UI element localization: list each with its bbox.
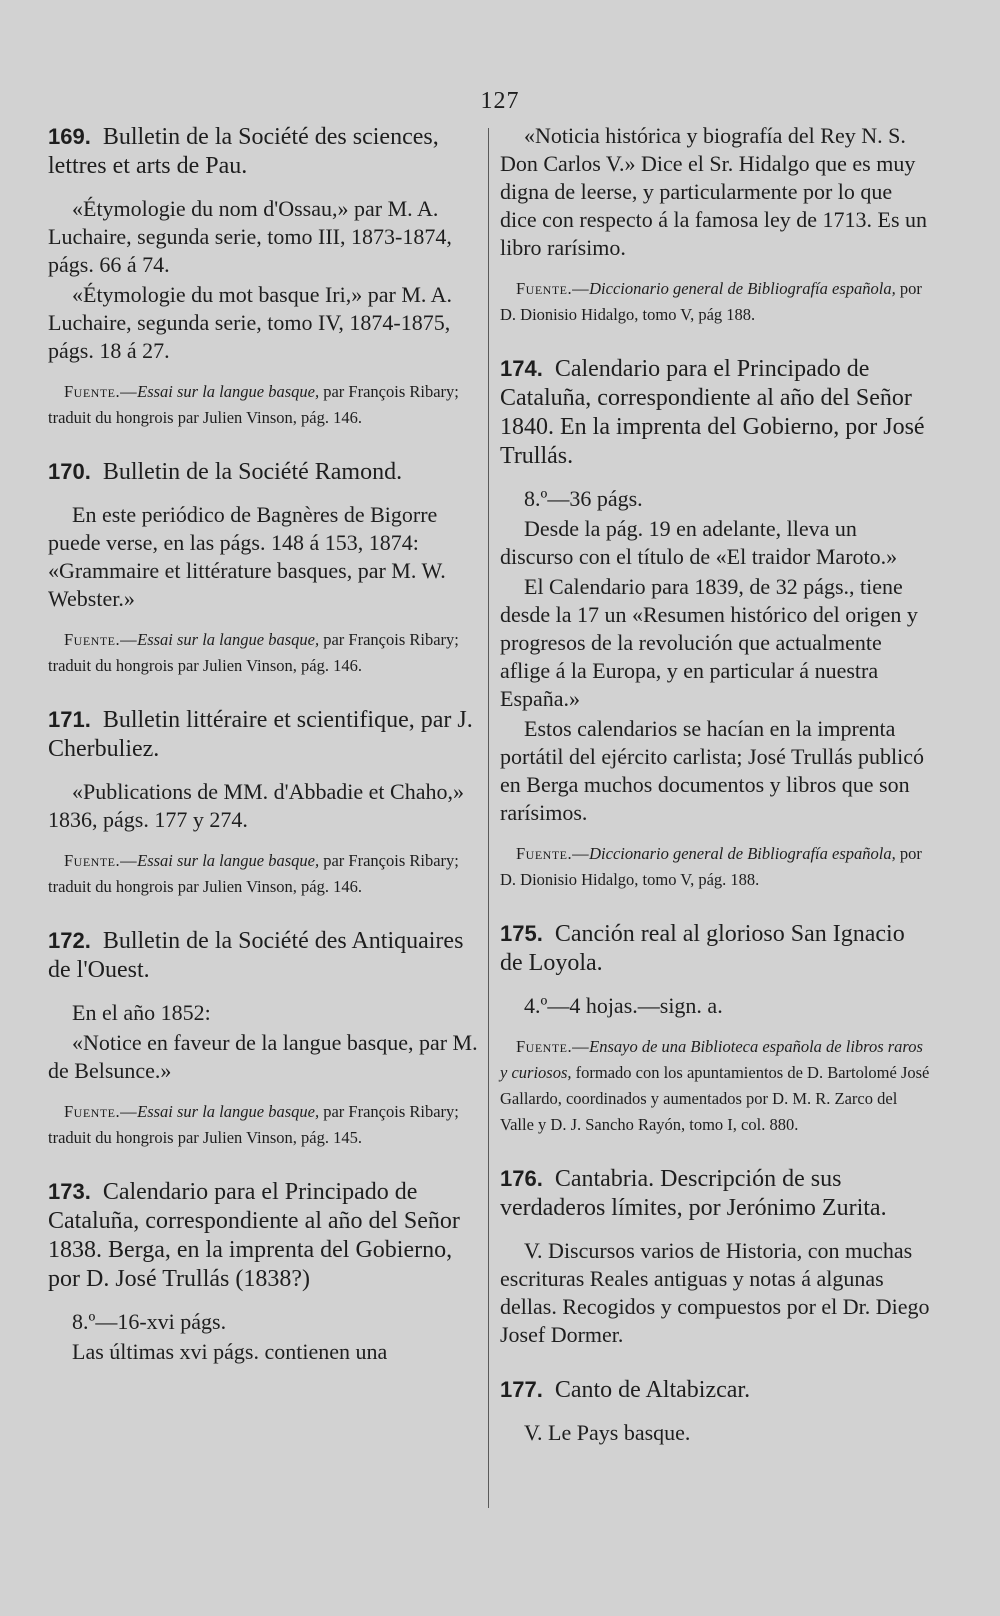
source-citation (500, 841, 932, 893)
source-label: Fuente.— (516, 279, 590, 298)
entry-heading (48, 1177, 478, 1294)
source-label: Fuente.— (64, 382, 138, 401)
entry-heading (500, 1375, 932, 1405)
entry-title: Cantabria. Descripción de sus verdaderos límites, por Jerónimo Zurita. (500, 1166, 887, 1221)
source-title: Essai sur la langue basque, (137, 630, 320, 649)
source-details: par François Ribary; traduit du hongrois par Julien Vinson, pág. 146. (48, 630, 459, 675)
entry-paragraph: El Calendario para 1839, de 32 págs., tiene desde la 17 un «Resumen histórico del origen y progresos de la revolución que actualmente aflige á la Europa, y en particular á nuestra España.» (500, 574, 918, 711)
catalog-entry (500, 919, 932, 1138)
entry-paragraph: «Noticia histórica y biografía del Rey N. S. Don Carlos V.» Dice el Sr. Hidalgo que es muy digna de leerse, y particularmente por lo que dice con respecto á la famosa ley de 1713. Es un libro rarísimo. (500, 123, 928, 260)
source-details: par François Ribary; traduit du hongrois par Julien Vinson, pág. 145. (48, 1102, 459, 1147)
source-label: Fuente.— (64, 851, 138, 870)
source-citation (48, 848, 478, 900)
source-details: formado con los apuntamientos de D. Bartolomé José Gallardo, coordinados y aumentados por D. M. R. Zarco del Valle y D. J. Sancho Rayón, tomo I, col. 880. (500, 1063, 930, 1134)
source-title: Essai sur la langue basque, (137, 851, 320, 870)
catalog-entry (500, 1164, 932, 1349)
source-citation (500, 276, 932, 328)
entry-paragraph: Desde la pág. 19 en adelante, lleva un discurso con el título de «El traidor Maroto.» (500, 516, 898, 569)
entry-paragraph: Las últimas xvi págs. contienen una (72, 1339, 388, 1364)
entry-paragraph: Estos calendarios se hacían en la imprenta portátil del ejército carlista; José Trullás publicó en Berga muchos documentos y libros que son rarísimos. (500, 716, 925, 825)
catalog-entry (48, 122, 478, 431)
entry-paragraph: «Notice en faveur de la langue basque, par M. de Belsunce.» (48, 1030, 478, 1083)
entry-title: Canción real al glorioso San Ignacio de Loyola. (500, 921, 905, 976)
entry-number: 177. (500, 1377, 543, 1402)
entry-heading (500, 1164, 932, 1223)
entry-number: 171. (48, 707, 91, 732)
entry-heading (48, 457, 478, 487)
column-divider (488, 128, 489, 1508)
entry-heading (48, 926, 478, 985)
entry-title: Canto de Altabizcar. (554, 1377, 751, 1403)
source-title: Essai sur la langue basque, (137, 382, 320, 401)
source-citation (48, 1099, 478, 1151)
source-details: por D. Dionisio Hidalgo, tomo V, pág 188. (500, 279, 922, 324)
entry-heading (48, 122, 478, 181)
entry-paragraph: 8.º—36 págs. (524, 486, 643, 511)
source-title: Diccionario general de Bibliografía española, (589, 279, 896, 298)
entry-number: 174. (500, 356, 543, 381)
entry-paragraph: V. Discursos varios de Historia, con muchas escrituras Reales antiguas y notas á algunas dellas. Recogidos y compuestos por el Dr. Diego Josef Dormer. (500, 1238, 930, 1347)
entry-paragraph: En el año 1852: (72, 1000, 211, 1025)
source-label: Fuente.— (64, 1102, 138, 1121)
entry-title: Calendario para el Principado de Cataluña, correspondiente al año del Señor 1840. En la imprenta del Gobierno, por José Trullás. (500, 356, 925, 469)
entry-paragraph: 4.º—4 hojas.—sign. a. (524, 993, 723, 1018)
entry-heading (48, 705, 478, 764)
entry-number: 173. (48, 1179, 91, 1204)
catalog-entry (500, 1375, 932, 1447)
entry-number: 169. (48, 124, 91, 149)
source-label: Fuente.— (516, 1037, 590, 1056)
entry-paragraph: «Étymologie du mot basque Iri,» par M. A. Luchaire, segunda serie, tomo IV, 1874-1875, págs. 18 á 27. (48, 282, 453, 363)
source-title: Diccionario general de Bibliografía española, (589, 844, 896, 863)
source-citation (48, 627, 478, 679)
entry-paragraph: «Étymologie du nom d'Ossau,» par M. A. Luchaire, segunda serie, tomo III, 1873-1874, págs. 66 á 74. (48, 196, 452, 277)
source-citation (48, 379, 478, 431)
source-details: por D. Dionisio Hidalgo, tomo V, pág. 188. (500, 844, 922, 889)
catalog-entry (500, 122, 932, 328)
source-title: Ensayo de una Biblioteca española de libros raros y curiosos, (500, 1037, 923, 1082)
catalog-entry (48, 1177, 478, 1366)
source-details: par François Ribary; traduit du hongrois par Julien Vinson, pág. 146. (48, 851, 459, 896)
catalog-entry (48, 705, 478, 900)
entry-paragraph: V. Le Pays basque. (524, 1420, 691, 1445)
entry-number: 175. (500, 921, 543, 946)
source-citation (500, 1034, 932, 1138)
entry-number: 172. (48, 928, 91, 953)
right-column (500, 122, 932, 1473)
entry-title: Bulletin de la Société des sciences, lettres et arts de Pau. (48, 124, 439, 179)
entry-heading (500, 354, 932, 471)
catalog-entry (500, 354, 932, 893)
catalog-entry (48, 457, 478, 679)
catalog-entry (48, 926, 478, 1151)
entry-title: Bulletin littéraire et scientifique, par J. Cherbuliez. (48, 707, 473, 762)
entry-number: 170. (48, 459, 91, 484)
source-title: Essai sur la langue basque, (137, 1102, 320, 1121)
entry-paragraph: «Publications de MM. d'Abbadie et Chaho,» 1836, págs. 177 y 274. (48, 779, 464, 832)
source-label: Fuente.— (64, 630, 138, 649)
entry-title: Bulletin de la Société Ramond. (102, 459, 403, 485)
entry-number: 176. (500, 1166, 543, 1191)
entry-paragraph: 8.º—16-xvi págs. (72, 1309, 227, 1334)
entry-heading (500, 919, 932, 978)
left-column (48, 122, 478, 1392)
source-label: Fuente.— (516, 844, 590, 863)
source-details: par François Ribary; traduit du hongrois par Julien Vinson, pág. 146. (48, 382, 459, 427)
page-number: 127 (480, 88, 520, 114)
entry-title: Calendario para el Principado de Cataluña, correspondiente al año del Señor 1838. Berga, en la imprenta del Gobierno, por D. José Trullás (1838?) (48, 1179, 460, 1292)
entry-title: Bulletin de la Société des Antiquaires de l'Ouest. (48, 928, 464, 983)
entry-paragraph: En este periódico de Bagnères de Bigorre puede verse, en las págs. 148 á 153, 1874: «Grammaire et littérature basques, par M. W. Webster.» (48, 502, 446, 611)
